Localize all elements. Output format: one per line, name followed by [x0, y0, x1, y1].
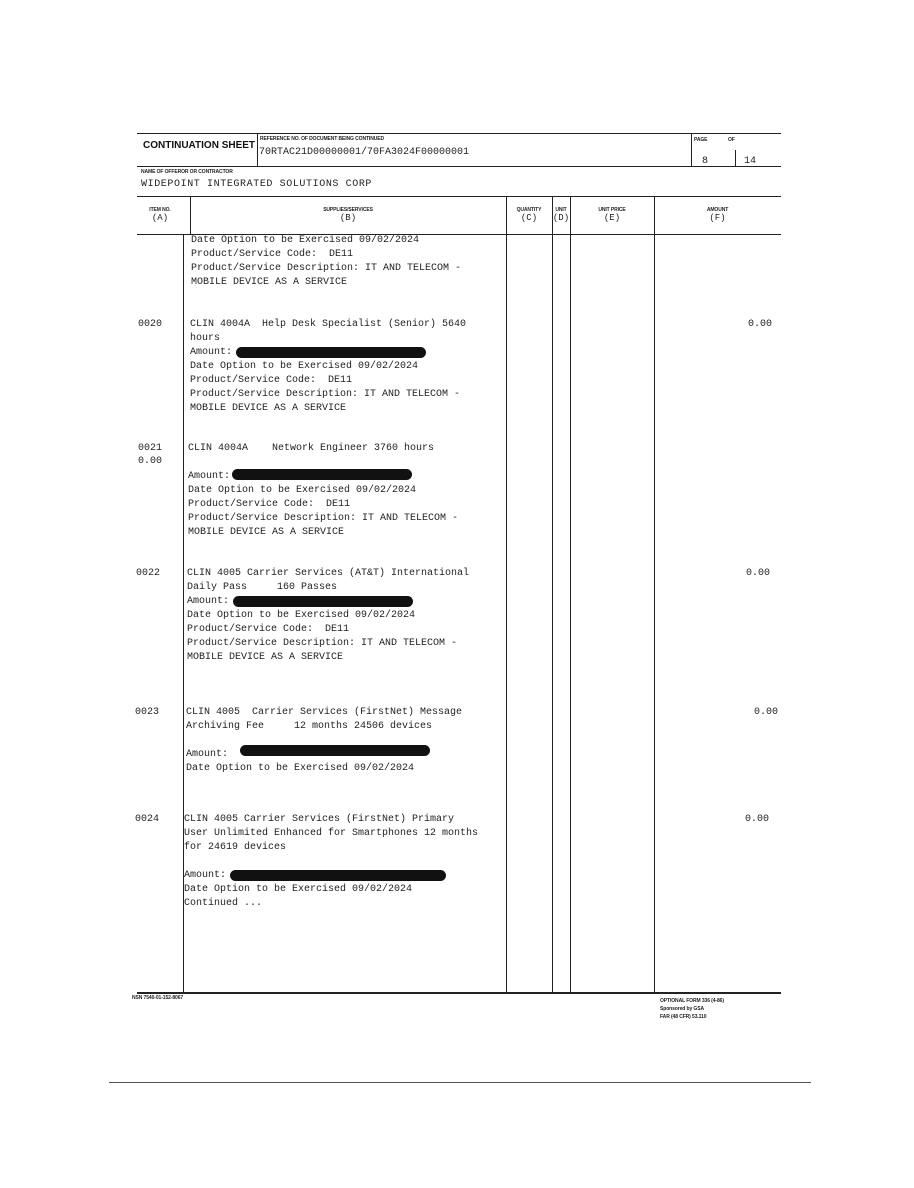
- reference-label: REFERENCE NO. OF DOCUMENT BEING CONTINUED: [260, 136, 384, 142]
- row-2-description: CLIN 4004A Network Engineer 3760 hours Amount: Date Option to be Exercised 09/02/2024 Product/Service Code: DE11 Product/Service Description: IT AND TELECOM - MOBILE DEVICE AS A SERVICE: [188, 443, 459, 538]
- row-5-amount: 0.00: [745, 814, 770, 825]
- row-5-item-number: 0024: [135, 814, 160, 825]
- row-2-item-extra: 0.00: [138, 456, 163, 467]
- col-unit-header: [552, 207, 570, 224]
- form-sponsor: Sponsored by GSA: [660, 1006, 704, 1012]
- of-label: OF: [728, 137, 735, 143]
- form-number: OPTIONAL FORM 336 (4-86): [660, 998, 724, 1004]
- page-total: 14: [744, 156, 757, 167]
- offeror-label: NAME OF OFFEROR OR CONTRACTOR: [141, 169, 233, 175]
- row-5-description: CLIN 4005 Carrier Services (FirstNet) Primary User Unlimited Enhanced for Smartphones 12 months for 24619 devices Amount: Date Option to be Exercised 09/02/2024 Continued ...: [184, 814, 479, 909]
- row-3-item-number: 0022: [136, 568, 161, 579]
- col-supplies-code: (B): [339, 213, 357, 223]
- redaction-bar: [240, 745, 430, 756]
- row-1-item-number: 0020: [138, 319, 163, 330]
- form-info: [660, 997, 724, 1021]
- col-item-header: [137, 207, 183, 224]
- col-price-label: UNIT PRICE: [598, 207, 626, 213]
- col-amount-label: AMOUNT: [706, 207, 729, 213]
- redaction-bar: [232, 469, 412, 480]
- col-qty-code: (C): [520, 213, 538, 223]
- row-1-amount: 0.00: [748, 319, 773, 330]
- redaction-bar: [236, 347, 426, 358]
- row-3-amount: 0.00: [746, 568, 771, 579]
- sheet-title: CONTINUATION SHEET: [143, 140, 256, 151]
- col-price-code: (E): [603, 213, 621, 223]
- col-qty-header: [506, 207, 552, 224]
- col-item-code: (A): [151, 213, 169, 223]
- redaction-bar: [230, 870, 446, 881]
- reference-number: 70RTAC21D00000001/70FA3024F00000001: [259, 147, 470, 158]
- col-supplies-header: [190, 207, 506, 224]
- redaction-bar: [233, 596, 413, 607]
- page-label: PAGE: [694, 137, 708, 143]
- scan-divider-line: [109, 1082, 811, 1083]
- form-regulation: FAR (48 CFR) 53.110: [660, 1014, 707, 1020]
- col-price-header: [570, 207, 654, 224]
- col-unit-code: (D): [552, 213, 570, 223]
- col-amount-code: (F): [709, 213, 726, 223]
- offeror-name: WIDEPOINT INTEGRATED SOLUTIONS CORP: [141, 179, 373, 190]
- row-0-description: Date Option to be Exercised 09/02/2024 Product/Service Code: DE11 Product/Service Description: IT AND TELECOM - MOBILE DEVICE AS A SERVICE: [191, 235, 462, 288]
- nsn-number: NSN 7540-01-152-8067: [132, 995, 184, 1001]
- page-number: 8: [702, 156, 709, 167]
- row-4-item-number: 0023: [135, 707, 160, 718]
- col-supplies-label: SUPPLIES/SERVICES: [323, 207, 373, 213]
- row-3-description: CLIN 4005 Carrier Services (AT&T) International Daily Pass 160 Passes Amount: Date Option to be Exercised 09/02/2024 Product/Service Code: DE11 Product/Service Description: IT AND TELECOM - MOBILE DEVICE AS A SERVICE: [187, 568, 470, 663]
- col-qty-label: QUANTITY: [516, 207, 542, 213]
- row-4-amount: 0.00: [754, 707, 779, 718]
- row-4-description: CLIN 4005 Carrier Services (FirstNet) Message Archiving Fee 12 months 24506 devices Amount: Date Option to be Exercised 09/02/2024: [186, 707, 463, 774]
- col-item-label: ITEM NO.: [149, 207, 171, 213]
- row-1-description: CLIN 4004A Help Desk Specialist (Senior) 5640 hours Amount: Date Option to be Exercised 09/02/2024 Product/Service Code: DE11 Product/Service Description: IT AND TELECOM - MOBILE DEVICE AS A SERVICE: [190, 319, 467, 414]
- col-unit-label: UNIT: [555, 207, 567, 213]
- col-amount-header: [654, 207, 781, 224]
- row-2-item-number: 0021: [138, 443, 163, 454]
